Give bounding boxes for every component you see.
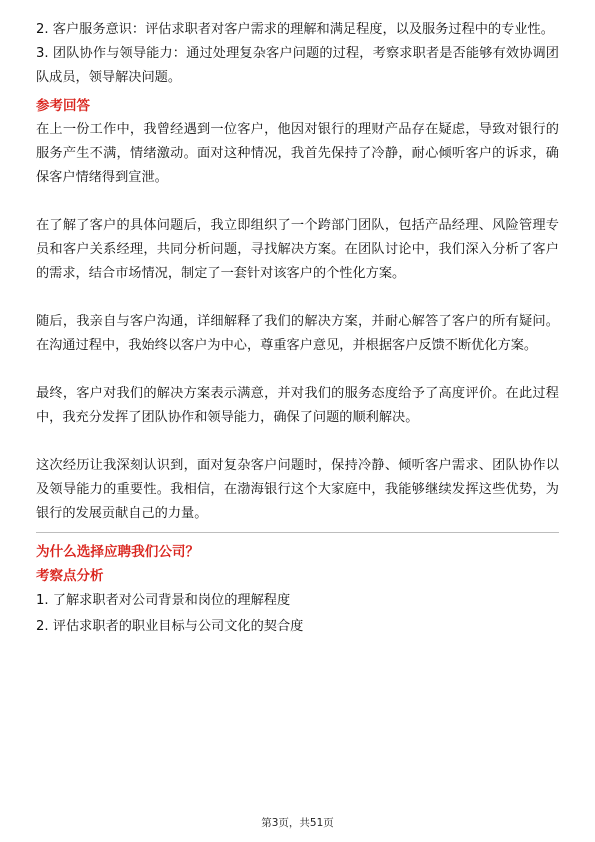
criterion-item-2: 2. 客户服务意识：评估求职者对客户需求的理解和满足程度，以及服务过程中的专业性。 (36, 22, 554, 37)
answer-paragraph-4: 最终，客户对我们的解决方案表示满意，并对我们的服务态度给予了高度评价。在此过程中，我充分发挥了团队协作和领导能力，确保了问题的顺利解决。 (36, 386, 559, 425)
criterion-item-3: 3. 团队协作与领导能力：通过处理复杂客户问题的过程，考察求职者是否能够有效协调团队成员，领导解决问题。 (36, 46, 559, 85)
analysis-point-1: 1. 了解求职者对公司背景和岗位的理解程度 (36, 593, 291, 608)
answer-paragraph-5: 这次经历让我深刻认识到，面对复杂客户问题时，保持冷静、倾听客户需求、团队协作以及领导能力的重要性。我相信，在渤海银行这个大家庭中，我能够继续发挥这些优势，为银行的发展贡献自己的力量。 (36, 458, 559, 521)
answer-paragraph-1: 在上一份工作中，我曾经遇到一位客户，他因对银行的理财产品存在疑虑，导致对银行的服务产生不满，情绪激动。面对这种情况，我首先保持了冷静，耐心倾听客户的诉求，确保客户情绪得到宣泄。 (36, 122, 559, 185)
section-divider (36, 532, 559, 533)
answer-paragraph-2: 在了解了客户的具体问题后，我立即组织了一个跨部门团队，包括产品经理、风险管理专员和客户关系经理，共同分析问题，寻找解决方案。在团队讨论中，我们深入分析了客户的需求，结合市场情况，制定了一套针对该客户的个性化方案。 (36, 218, 559, 281)
analysis-heading: 考察点分析 (36, 568, 104, 584)
question-title: 为什么选择应聘我们公司？ (36, 544, 200, 560)
analysis-point-2: 2. 评估求职者的职业目标与公司文化的契合度 (36, 619, 304, 634)
document-page (36, 18, 559, 640)
reference-answer-heading: 参考回答 (36, 98, 90, 114)
page-number: 第3页，共51页 (261, 817, 334, 829)
answer-paragraph-3: 随后，我亲自与客户沟通，详细解释了我们的解决方案，并耐心解答了客户的所有疑问。在沟通过程中，我始终以客户为中心，尊重客户意见，并根据客户反馈不断优化方案。 (36, 314, 559, 353)
